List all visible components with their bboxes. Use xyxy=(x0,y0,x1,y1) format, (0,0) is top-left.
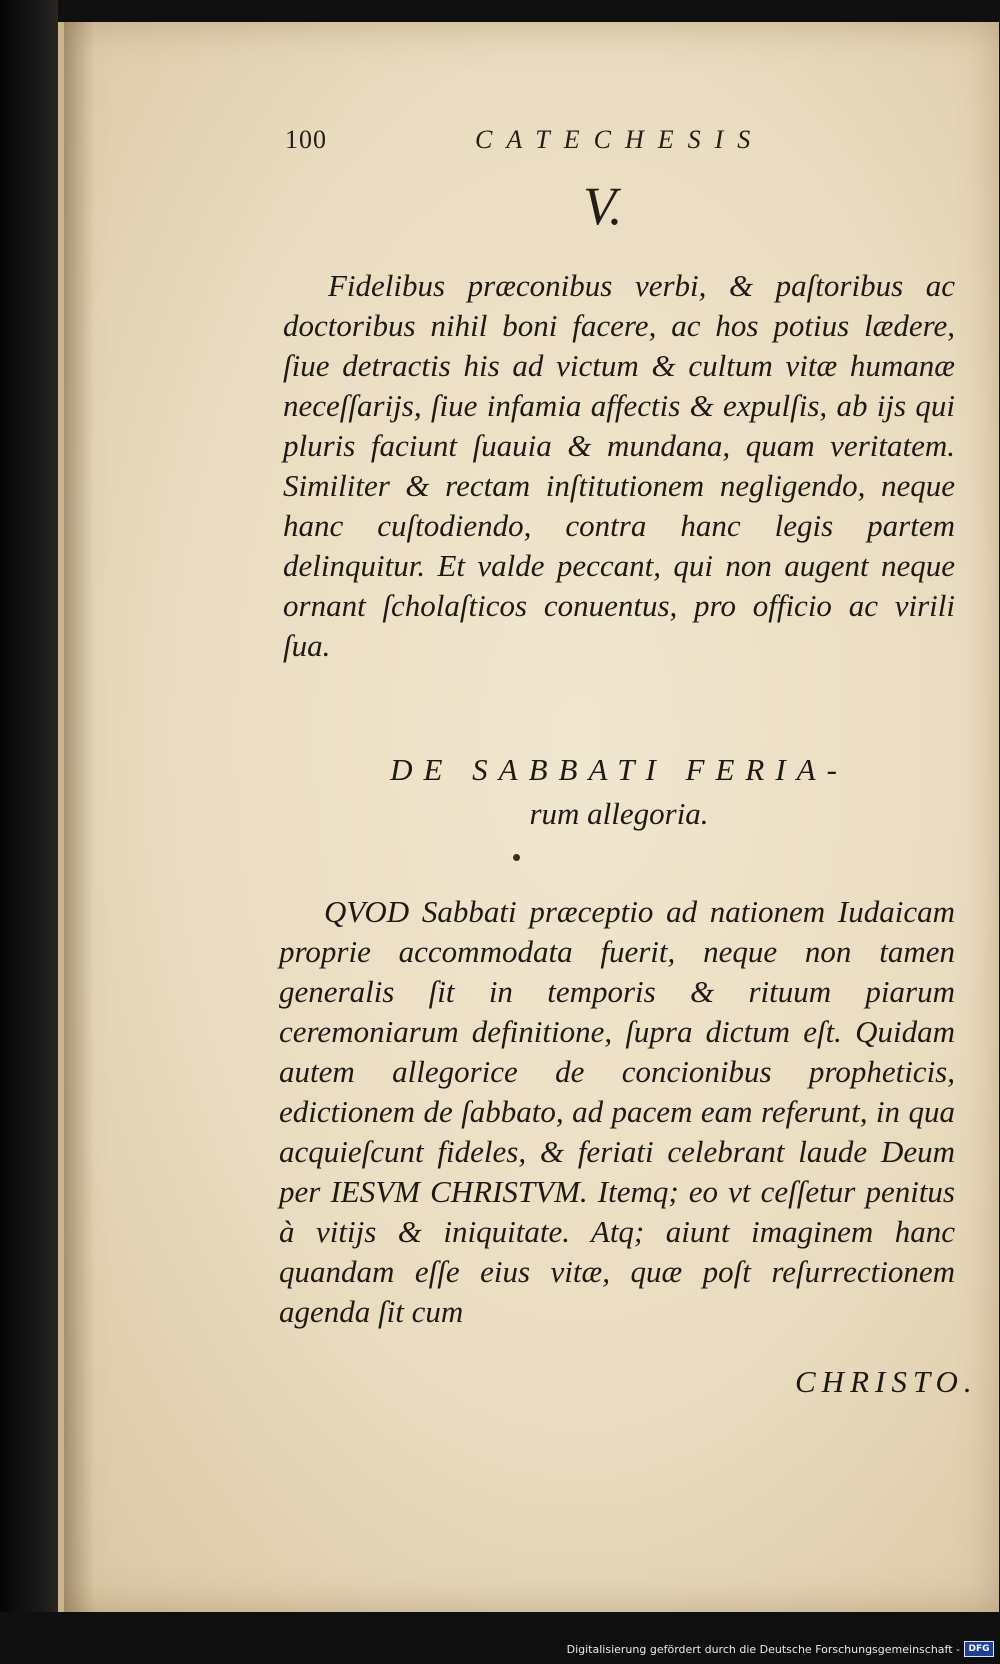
running-title: CATECHESIS xyxy=(475,125,765,154)
paragraph-2: QVOD Sabbati præceptio ad nationem Iudaicam proprie accommodata fuerit, neque non tamen generalis ſit in temporis & rituum piarum ceremoniarum definitione, ſupra dictum eſt. Quidam autem allegorice de concionibus propheticis, edictionem de ſabbato, ad pacem eam referunt, in qua acquieſcunt fideles, & feriati celebrant laude Deum per IESVM CHRISTVM. Itemq; eo vt ceſſetur penitus à vitijs & iniquitate. Atq; aiunt imaginem hanc quandam eſſe eius vitæ, quæ poſt reſurrectionem agenda ſit cum xyxy=(279,894,955,1329)
scan-left-edge xyxy=(0,0,58,1664)
footer-bar xyxy=(0,1612,1000,1664)
dfg-logo-icon: DFG xyxy=(964,1641,994,1657)
closing-word: CHRISTO. xyxy=(795,1364,978,1399)
paragraph-1: Fidelibus præconibus verbi, & paſtoribus ac doctoribus nihil boni facere, ac hos potius lædere, ſiue detractis his ad victum & cultum vitæ humanæ neceſſarijs, ſiue infamia affectis & expulſis, ab ijs qui pluris faciunt ſuauia & mundana, quam veritatem. Similiter & rectam inſtitutionem negligendo, neque hanc cuſtodiendo, contra hanc legis partem delinquitur. Et valde peccant, qui non augent neque ornant ſcholaſticos conuentus, pro officio ac virili ſua. xyxy=(283,268,955,663)
section-heading-line-2: rum allegoria. xyxy=(529,796,709,831)
page-header xyxy=(285,125,835,165)
ornament-dot xyxy=(513,854,520,861)
section-heading xyxy=(283,748,955,836)
section-numeral: V. xyxy=(583,176,623,236)
digitization-credit: Digitalisierung gefördert durch die Deutsche Forschungsgemeinschaft - xyxy=(566,1643,960,1656)
page-number: 100 xyxy=(285,125,327,154)
section-heading-line-1: DE SABBATI FERIA- xyxy=(390,752,848,787)
